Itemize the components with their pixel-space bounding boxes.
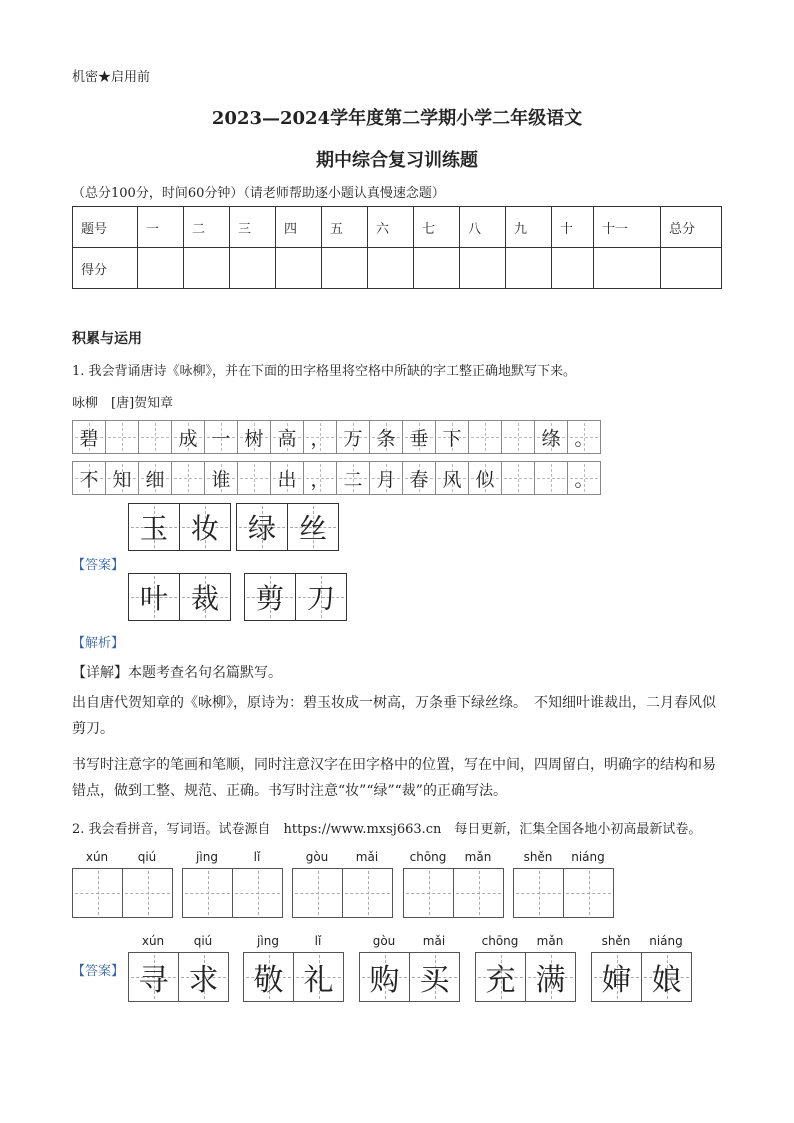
pinyin-label: lǐ	[253, 850, 261, 864]
analysis-paragraph: 出自唐代贺知章的《咏柳》，原诗为：碧玉妆成一树高，万条垂下绿丝绦。 不知细叶谁裁出，二月春风似剪刀。	[72, 695, 716, 737]
poem-cell: 谁	[204, 461, 238, 495]
poem-cell: ，	[303, 461, 337, 495]
score-cell: 四	[276, 207, 322, 248]
answer-cell: 丝	[288, 504, 338, 550]
question-1: 1. 我会背诵唐诗《咏柳》，并在下面的田字格里将空格中所缺的字工整正确地默写下来。	[72, 364, 577, 379]
poem-line-2	[73, 461, 601, 495]
answer-label: 【答案】	[72, 964, 125, 979]
poem-cell: 知	[105, 461, 139, 495]
answer-cell: 礼	[294, 953, 343, 1001]
answer-box	[128, 573, 231, 621]
score-cell: 三	[230, 207, 276, 248]
poem-cell: 垂	[402, 420, 436, 454]
answer-cell: 妆	[180, 504, 230, 550]
score-input[interactable]	[661, 248, 722, 289]
answer-cell: 叶	[129, 574, 180, 620]
question-2: 2. 我会看拼音，写词语。试卷源自 https://www.mxsj663.cn 每日更新，汇集全国各地小初高最新试卷。	[72, 822, 702, 837]
score-row-header	[73, 207, 722, 248]
answer-cell: 剪	[245, 574, 296, 620]
exam-info: （总分100分，时间60分钟）（请老师帮助逐小题认真慢速念题）	[72, 186, 445, 201]
pinyin-group	[182, 850, 283, 918]
blank-cell[interactable]	[237, 461, 271, 495]
poem-cell: 下	[435, 420, 469, 454]
poem-cell: 树	[237, 420, 271, 454]
pinyin-label: qiú	[137, 850, 157, 864]
answer-pinyin-group	[591, 934, 692, 1002]
blank-cell[interactable]	[501, 420, 535, 454]
answer-cell: 娘	[642, 953, 691, 1001]
score-input[interactable]	[276, 248, 322, 289]
answer-cell: 刀	[296, 574, 346, 620]
score-input[interactable]	[184, 248, 230, 289]
blank-cell[interactable]	[105, 420, 139, 454]
score-row-values	[73, 248, 722, 289]
analysis-label: 【解析】	[72, 636, 125, 651]
pinyin-label: jìng	[196, 850, 218, 864]
score-input[interactable]	[594, 248, 661, 289]
answer-box	[236, 503, 339, 551]
answer-cell: 敬	[244, 953, 294, 1001]
poem-cell: ，	[303, 420, 337, 454]
section-heading: 积累与运用	[72, 331, 142, 347]
writing-cell[interactable]	[564, 869, 613, 917]
score-cell: 五	[322, 207, 368, 248]
pinyin-label: gòu	[305, 850, 329, 864]
answer-cell: 玉	[129, 504, 180, 550]
writing-cell[interactable]	[73, 869, 123, 917]
answer-cell: 充	[476, 953, 526, 1001]
poem-cell: 绦	[534, 420, 568, 454]
poem-cell: 细	[138, 461, 172, 495]
poem-cell: 一	[204, 420, 238, 454]
score-cell: 十一	[594, 207, 661, 248]
score-cell: 九	[506, 207, 552, 248]
score-table	[72, 206, 722, 289]
pinyin-label: xún	[141, 934, 165, 948]
detail-text: 【详解】本题考查名句名篇默写。	[72, 665, 282, 681]
pinyin-label: mǎn	[464, 850, 492, 864]
poem-cell: 条	[369, 420, 403, 454]
poem-cell: 二	[336, 461, 370, 495]
answer-cell: 买	[410, 953, 459, 1001]
pinyin-label: mǎn	[536, 934, 564, 948]
poem-title: 咏柳 [唐]贺知章	[72, 396, 174, 411]
score-cell: 七	[414, 207, 460, 248]
score-input[interactable]	[552, 248, 594, 289]
answer-cell: 绿	[237, 504, 288, 550]
score-label: 得分	[73, 248, 138, 289]
score-cell: 六	[368, 207, 414, 248]
pinyin-label: mǎi	[422, 934, 446, 948]
writing-cell[interactable]	[233, 869, 282, 917]
pinyin-label: niáng	[649, 934, 683, 948]
poem-cell: 出	[270, 461, 304, 495]
pinyin-label: gòu	[372, 934, 396, 948]
poem-cell: 。	[567, 461, 601, 495]
poem-cell: 高	[270, 420, 304, 454]
poem-cell: 。	[567, 420, 601, 454]
answer-pinyin-group	[475, 934, 576, 1002]
blank-cell[interactable]	[501, 461, 535, 495]
pinyin-label: xún	[85, 850, 109, 864]
pinyin-label: niáng	[571, 850, 605, 864]
pinyin-label: mǎi	[355, 850, 379, 864]
poem-cell: 不	[72, 461, 106, 495]
blank-cell[interactable]	[534, 461, 568, 495]
score-input[interactable]	[460, 248, 506, 289]
score-input[interactable]	[506, 248, 552, 289]
pinyin-label: lǐ	[314, 934, 322, 948]
writing-cell[interactable]	[454, 869, 503, 917]
pinyin-group	[292, 850, 393, 918]
poem-cell: 春	[402, 461, 436, 495]
pinyin-label: shěn	[523, 850, 553, 864]
answer-pinyin-group	[243, 934, 344, 1002]
writing-cell[interactable]	[343, 869, 392, 917]
writing-cell[interactable]	[123, 869, 172, 917]
answer-box	[128, 503, 231, 551]
score-input[interactable]	[414, 248, 460, 289]
pinyin-label: shěn	[601, 934, 631, 948]
pinyin-label: qiú	[193, 934, 213, 948]
pinyin-group	[72, 850, 173, 918]
score-cell: 八	[460, 207, 506, 248]
writing-cell[interactable]	[183, 869, 233, 917]
confidential-mark: 机密★启用前	[72, 70, 151, 85]
answer-cell: 寻	[129, 953, 179, 1001]
blank-cell[interactable]	[171, 461, 205, 495]
score-cell: 一	[138, 207, 184, 248]
answer-cell: 满	[526, 953, 575, 1001]
blank-cell[interactable]	[468, 420, 502, 454]
pinyin-label: jìng	[257, 934, 279, 948]
answer-box	[244, 573, 347, 621]
pinyin-label: chōng	[409, 850, 447, 864]
poem-cell: 似	[468, 461, 502, 495]
poem-cell: 月	[369, 461, 403, 495]
poem-cell: 万	[336, 420, 370, 454]
pinyin-group	[403, 850, 504, 918]
poem-cell: 碧	[72, 420, 106, 454]
exam-subtitle: 期中综合复习训练题	[316, 150, 478, 171]
blank-cell[interactable]	[138, 420, 172, 454]
score-input[interactable]	[138, 248, 184, 289]
score-cell: 总分	[661, 207, 722, 248]
answer-label: 【答案】	[72, 558, 125, 573]
score-input[interactable]	[368, 248, 414, 289]
pinyin-group	[513, 850, 614, 918]
answer-cell: 婶	[592, 953, 642, 1001]
answer-cell: 求	[179, 953, 228, 1001]
writing-cell[interactable]	[514, 869, 564, 917]
writing-cell[interactable]	[293, 869, 343, 917]
exam-title: 2023—2024学年度第二学期小学二年级语文	[211, 108, 583, 129]
answer-cell: 裁	[180, 574, 230, 620]
poem-line-1	[73, 420, 601, 454]
pinyin-label: chōng	[481, 934, 519, 948]
writing-cell[interactable]	[404, 869, 454, 917]
poem-cell: 风	[435, 461, 469, 495]
answer-cell: 购	[360, 953, 410, 1001]
score-cell: 二	[184, 207, 230, 248]
score-cell: 十	[552, 207, 594, 248]
score-input[interactable]	[230, 248, 276, 289]
score-cell: 题号	[73, 207, 138, 248]
answer-pinyin-group	[359, 934, 460, 1002]
answer-pinyin-group	[128, 934, 229, 1002]
analysis-paragraph: 书写时注意字的笔画和笔顺，同时注意汉字在田字格中的位置，写在中间，四周留白，明确字的结构和易错点，做到工整、规范、正确。书写时注意“妆”“绿”“裁”的正确写法。	[72, 757, 716, 799]
score-input[interactable]	[322, 248, 368, 289]
poem-cell: 成	[171, 420, 205, 454]
